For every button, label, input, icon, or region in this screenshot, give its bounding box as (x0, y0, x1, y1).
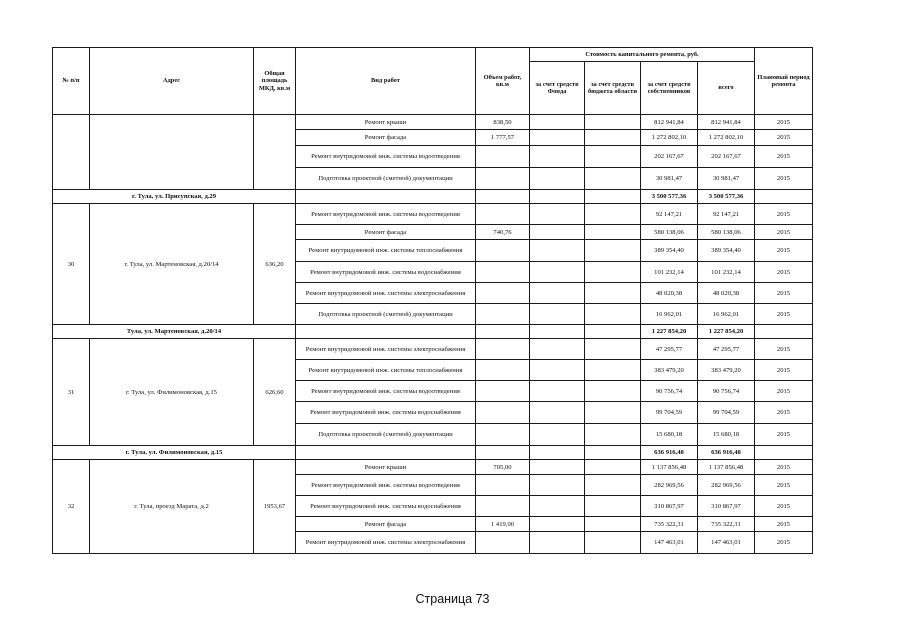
total-cell: 389 354,40 (698, 240, 755, 262)
work-cell: Ремонт фасада (296, 225, 476, 240)
total-cell: 580 138,06 (698, 225, 755, 240)
region-cell (585, 204, 641, 225)
fund-cell (530, 262, 585, 283)
col-volume-header: Объем работ, кв.м (476, 48, 530, 115)
owners-cell: 30 981,47 (641, 168, 698, 190)
work-cell: Ремонт внутридомовой инж. системы водоотведения (296, 381, 476, 402)
owners-cell: 16 962,01 (641, 304, 698, 325)
page-number: Страница 73 (415, 592, 490, 606)
total-cell: 282 969,56 (698, 475, 755, 496)
total-cell: 15 680,18 (698, 424, 755, 446)
fund-cell (530, 360, 585, 381)
address-cell: г. Тула, ул. Филимоновская, д.15 (90, 339, 254, 446)
fund-cell (530, 130, 585, 146)
fund-cell (530, 115, 585, 130)
fund-cell (530, 304, 585, 325)
total-cell: 1 137 856,48 (698, 460, 755, 475)
col-address-header: Адрес (90, 48, 254, 115)
region-cell (585, 262, 641, 283)
owners-cell: 48 020,38 (641, 283, 698, 304)
fund-cell (530, 475, 585, 496)
owners-cell: 101 232,14 (641, 262, 698, 283)
capital-repair-table (52, 47, 813, 554)
subtotal-row (53, 446, 813, 460)
volume-cell (476, 339, 530, 360)
region-cell (585, 339, 641, 360)
work-cell: Ремонт крыши (296, 115, 476, 130)
work-cell: Ремонт фасада (296, 130, 476, 146)
region-cell (585, 424, 641, 446)
fund-cell (530, 402, 585, 424)
total-cell: 735 322,31 (698, 517, 755, 532)
total-cell: 30 981,47 (698, 168, 755, 190)
region-cell (585, 115, 641, 130)
volume-cell: 705,00 (476, 460, 530, 475)
volume-cell (476, 283, 530, 304)
region-cell (585, 402, 641, 424)
region-cell (585, 240, 641, 262)
year-cell: 2015 (755, 532, 813, 554)
region-cell (585, 225, 641, 240)
owners-cell: 310 867,97 (641, 496, 698, 517)
work-cell: Ремонт внутридомовой инж. системы теплоснабжения (296, 240, 476, 262)
work-cell: Ремонт внутридомовой инж. системы водоснабжения (296, 496, 476, 517)
volume-cell (476, 360, 530, 381)
work-cell: Ремонт внутридомовой инж. системы электроснабжения (296, 339, 476, 360)
region-cell (585, 517, 641, 532)
volume-cell: 1 777,57 (476, 130, 530, 146)
work-cell: Ремонт внутридомовой инж. системы водоснабжения (296, 402, 476, 424)
work-cell: Ремонт внутридомовой инж. системы водоотведения (296, 475, 476, 496)
region-cell (585, 130, 641, 146)
fund-cell (530, 168, 585, 190)
owners-cell: 812 941,84 (641, 115, 698, 130)
fund-cell (530, 283, 585, 304)
table-row (53, 339, 813, 360)
subtotal-label: г. Тула, ул. Присупская, д.29 (53, 190, 296, 204)
num-cell (53, 115, 90, 190)
owners-cell: 282 969,56 (641, 475, 698, 496)
total-cell: 99 704,59 (698, 402, 755, 424)
year-cell: 2015 (755, 146, 813, 168)
col-num-header: № п/п (53, 48, 90, 115)
work-cell: Ремонт внутридомовой инж. системы электроснабжения (296, 532, 476, 554)
table-row (53, 115, 813, 130)
year-cell: 2015 (755, 204, 813, 225)
address-cell: г. Тула, ул. Мартеновская, д.20/14 (90, 204, 254, 325)
region-cell (585, 283, 641, 304)
work-cell: Подготовка проектной (сметной) документации (296, 424, 476, 446)
owners-cell: 92 147,21 (641, 204, 698, 225)
volume-cell: 1 419,00 (476, 517, 530, 532)
work-cell: Ремонт фасада (296, 517, 476, 532)
total-cell: 1 272 802,10 (698, 130, 755, 146)
num-cell: 31 (53, 339, 90, 446)
col-owners-header: за счет средств собственников (641, 62, 698, 115)
year-cell: 2015 (755, 496, 813, 517)
volume-cell (476, 168, 530, 190)
region-cell (585, 475, 641, 496)
work-cell: Ремонт внутридомовой инж. системы электроснабжения (296, 283, 476, 304)
subtotal-owners: 3 500 577,36 (641, 190, 698, 204)
document-sheet (52, 47, 810, 554)
owners-cell: 90 756,74 (641, 381, 698, 402)
owners-cell: 202 167,67 (641, 146, 698, 168)
volume-cell (476, 381, 530, 402)
owners-cell: 147 463,01 (641, 532, 698, 554)
year-cell: 2015 (755, 130, 813, 146)
volume-cell (476, 240, 530, 262)
fund-cell (530, 204, 585, 225)
fund-cell (530, 146, 585, 168)
total-cell: 383 479,20 (698, 360, 755, 381)
year-cell: 2015 (755, 475, 813, 496)
fund-cell (530, 496, 585, 517)
volume-cell (476, 496, 530, 517)
work-cell: Подготовка проектной (сметной) документации (296, 168, 476, 190)
owners-cell: 1 137 856,48 (641, 460, 698, 475)
year-cell: 2015 (755, 168, 813, 190)
year-cell: 2015 (755, 381, 813, 402)
year-cell: 2015 (755, 402, 813, 424)
region-cell (585, 496, 641, 517)
total-cell: 101 232,14 (698, 262, 755, 283)
volume-cell (476, 475, 530, 496)
work-cell: Ремонт внутридомовой инж. системы водоотведения (296, 204, 476, 225)
year-cell: 2015 (755, 304, 813, 325)
year-cell: 2015 (755, 339, 813, 360)
owners-cell: 15 680,18 (641, 424, 698, 446)
total-cell: 310 867,97 (698, 496, 755, 517)
subtotal-owners: 636 916,48 (641, 446, 698, 460)
fund-cell (530, 240, 585, 262)
region-cell (585, 532, 641, 554)
owners-cell: 389 354,40 (641, 240, 698, 262)
subtotal-owners: 1 227 854,20 (641, 325, 698, 339)
area-cell: 636,20 (254, 204, 296, 325)
col-area-header: Общая площадь МКД, кв.м (254, 48, 296, 115)
address-cell: г. Тула, проезд Марата, д.2 (90, 460, 254, 554)
volume-cell (476, 304, 530, 325)
volume-cell (476, 424, 530, 446)
fund-cell (530, 460, 585, 475)
subtotal-label: г. Тула, ул. Филимоновская, д.15 (53, 446, 296, 460)
region-cell (585, 146, 641, 168)
total-cell: 92 147,21 (698, 204, 755, 225)
col-total-header: всего (698, 62, 755, 115)
subtotal-total: 3 500 577,36 (698, 190, 755, 204)
table-row (53, 204, 813, 225)
total-cell: 202 167,67 (698, 146, 755, 168)
total-cell: 147 463,01 (698, 532, 755, 554)
col-period-header: Плановый период ремонта (755, 48, 813, 115)
volume-cell: 740,76 (476, 225, 530, 240)
owners-cell: 1 272 802,10 (641, 130, 698, 146)
fund-cell (530, 532, 585, 554)
owners-cell: 383 479,20 (641, 360, 698, 381)
year-cell: 2015 (755, 262, 813, 283)
volume-cell (476, 402, 530, 424)
fund-cell (530, 517, 585, 532)
year-cell: 2015 (755, 360, 813, 381)
area-cell: 1953,67 (254, 460, 296, 554)
year-cell: 2015 (755, 460, 813, 475)
volume-cell (476, 146, 530, 168)
subtotal-row (53, 190, 813, 204)
work-cell: Ремонт крыши (296, 460, 476, 475)
area-cell (254, 115, 296, 190)
address-cell (90, 115, 254, 190)
volume-cell (476, 204, 530, 225)
col-cost-group-header: Стоимость капитального ремонта, руб. (530, 48, 755, 62)
total-cell: 16 962,01 (698, 304, 755, 325)
num-cell: 30 (53, 204, 90, 325)
region-cell (585, 304, 641, 325)
owners-cell: 47 295,77 (641, 339, 698, 360)
volume-cell (476, 262, 530, 283)
volume-cell (476, 532, 530, 554)
work-cell: Ремонт внутридомовой инж. системы водоснабжения (296, 262, 476, 283)
num-cell: 32 (53, 460, 90, 554)
subtotal-total: 1 227 854,20 (698, 325, 755, 339)
subtotal-row (53, 325, 813, 339)
total-cell: 48 020,38 (698, 283, 755, 304)
region-cell (585, 360, 641, 381)
subtotal-label: Тула, ул. Мартеновская, д.20/14 (53, 325, 296, 339)
work-cell: Ремонт внутридомовой инж. системы теплоснабжения (296, 360, 476, 381)
area-cell: 626,60 (254, 339, 296, 446)
year-cell: 2015 (755, 225, 813, 240)
region-cell (585, 381, 641, 402)
fund-cell (530, 381, 585, 402)
year-cell: 2015 (755, 240, 813, 262)
col-work-type-header: Вид работ (296, 48, 476, 115)
subtotal-total: 636 916,48 (698, 446, 755, 460)
region-cell (585, 168, 641, 190)
year-cell: 2015 (755, 424, 813, 446)
table-row (53, 460, 813, 475)
year-cell: 2015 (755, 283, 813, 304)
fund-cell (530, 225, 585, 240)
region-cell (585, 460, 641, 475)
work-cell: Подготовка проектной (сметной) документации (296, 304, 476, 325)
total-cell: 47 295,77 (698, 339, 755, 360)
total-cell: 812 941,84 (698, 115, 755, 130)
fund-cell (530, 424, 585, 446)
owners-cell: 735 322,31 (641, 517, 698, 532)
total-cell: 90 756,74 (698, 381, 755, 402)
owners-cell: 99 704,59 (641, 402, 698, 424)
year-cell: 2015 (755, 115, 813, 130)
volume-cell: 838,50 (476, 115, 530, 130)
owners-cell: 580 138,06 (641, 225, 698, 240)
year-cell: 2015 (755, 517, 813, 532)
col-region-header: за счет средств бюджета области (585, 62, 641, 115)
work-cell: Ремонт внутридомовой инж. системы водоотведения (296, 146, 476, 168)
fund-cell (530, 339, 585, 360)
col-fund-header: за счет средств Фонда (530, 62, 585, 115)
